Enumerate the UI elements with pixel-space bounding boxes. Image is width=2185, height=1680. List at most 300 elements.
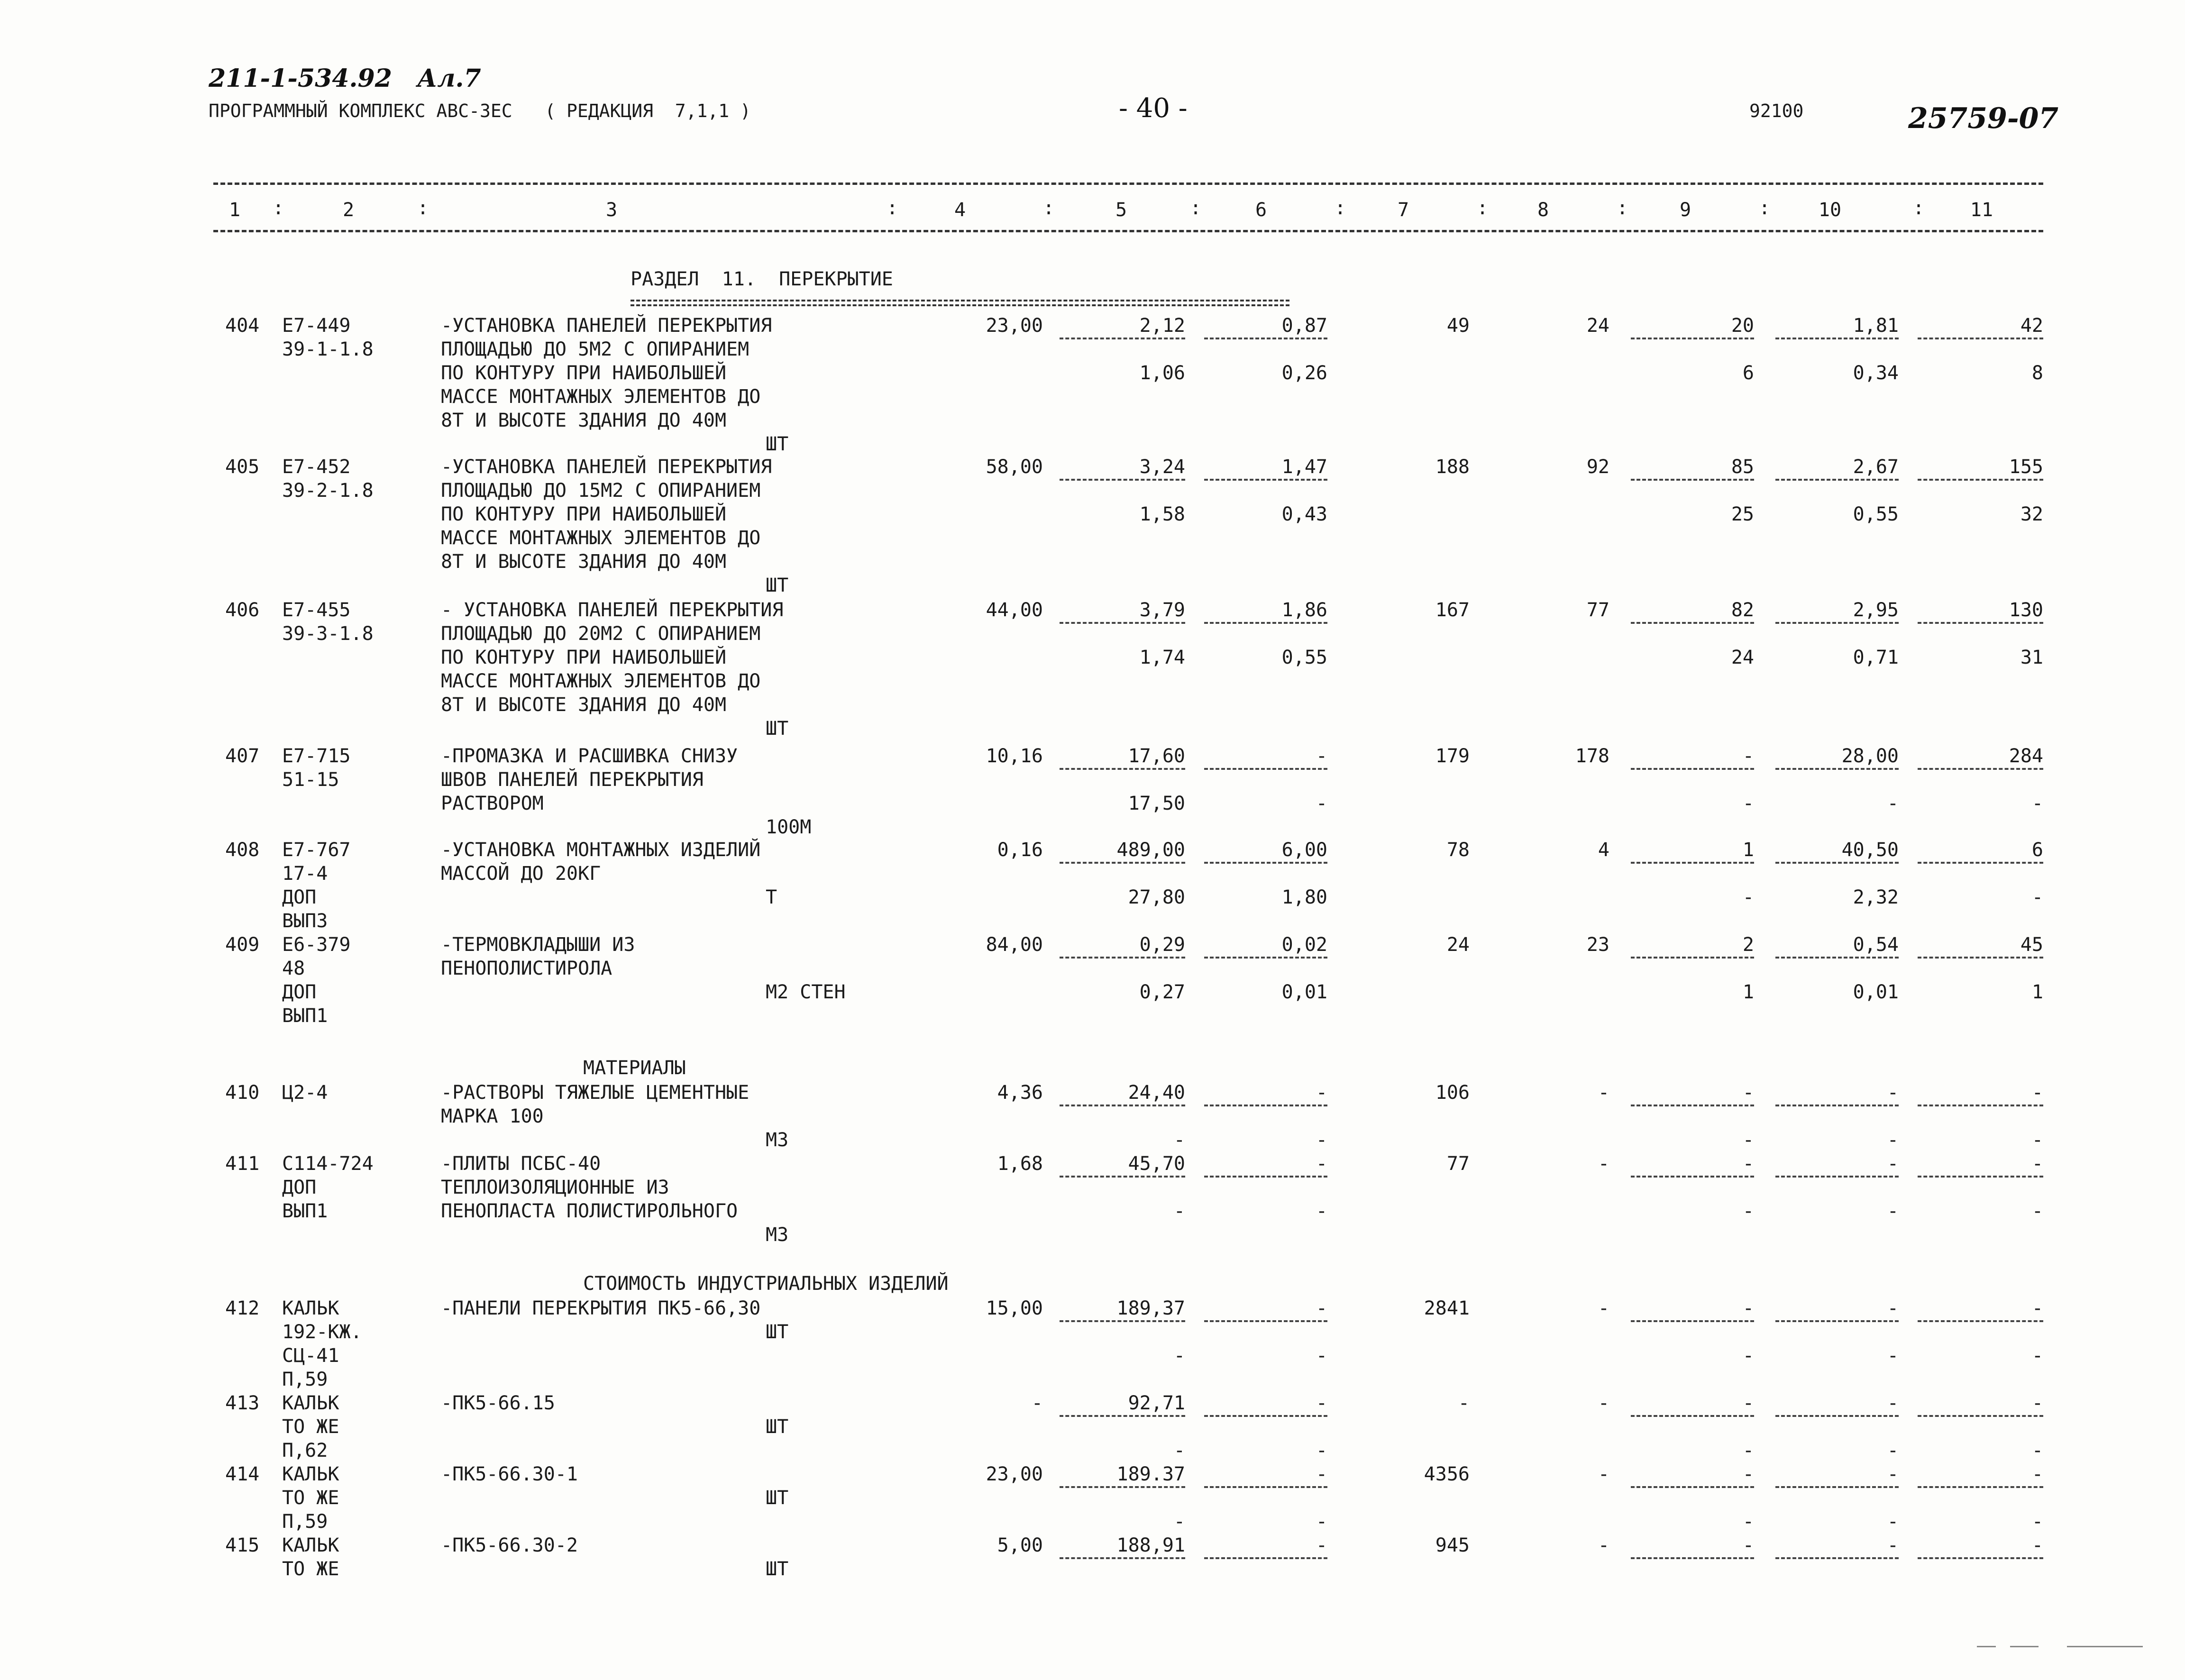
- value-c5: 188,91: [1116, 1534, 1185, 1556]
- row-number: 414: [225, 1463, 260, 1485]
- subvalue-c9: -: [1742, 1200, 1754, 1222]
- subtotal-underline: [1918, 768, 2043, 770]
- work-description: МАССЕ МОНТАЖНЫХ ЭЛЕМЕНТОВ ДО: [441, 527, 761, 549]
- subtotal-underline: [1204, 957, 1327, 959]
- subtotal-underline: [1204, 479, 1327, 481]
- value-c11: 284: [2009, 745, 2043, 767]
- subvalue-c9: -: [1742, 793, 1754, 814]
- subvalue-c6: 0,55: [1281, 647, 1327, 668]
- rate-code: ВЫП3: [282, 910, 328, 932]
- value-c6: -: [1316, 1534, 1327, 1556]
- subtotal-underline: [1918, 338, 2043, 339]
- section-title-industrial: СТОИМОСТЬ ИНДУСТРИАЛЬНЫХ ИЗДЕЛИЙ: [583, 1273, 949, 1295]
- value-c11: 42: [2020, 315, 2043, 337]
- work-description: РАСТВОРОМ: [441, 793, 544, 814]
- subvalue-c5: -: [1173, 1129, 1185, 1151]
- rate-code: П,59: [282, 1369, 328, 1390]
- rate-code: 51-15: [282, 769, 339, 791]
- subtotal-underline: [1775, 862, 1899, 864]
- value-c10: 2,95: [1853, 599, 1899, 621]
- work-description: МАССЕ МОНТАЖНЫХ ЭЛЕМЕНТОВ ДО: [441, 386, 761, 408]
- subtotal-underline: [1918, 1486, 2043, 1488]
- value-c8: 24: [1586, 315, 1609, 337]
- value-c6: 1,86: [1281, 599, 1327, 621]
- subtotal-underline: [1204, 1320, 1327, 1322]
- work-description: ПО КОНТУРУ ПРИ НАИБОЛЬШЕЙ: [441, 647, 727, 668]
- unit-of-measure: ШТ: [766, 575, 789, 596]
- subtotal-underline: [1918, 1557, 2043, 1559]
- value-c4: 23,00: [986, 1463, 1043, 1485]
- column-number: 10: [1818, 199, 1842, 221]
- subvalue-c5: 17,50: [1128, 793, 1185, 814]
- value-c5: 2,12: [1139, 315, 1185, 337]
- column-number: 4: [954, 199, 966, 221]
- subtotal-underline: [1060, 1486, 1185, 1488]
- value-c4: 4,36: [997, 1082, 1043, 1104]
- subvalue-c10: 0,34: [1853, 362, 1899, 384]
- subvalue-c11: -: [2031, 1440, 2043, 1461]
- value-c7: 24: [1446, 934, 1470, 956]
- subtotal-underline: [1631, 1557, 1754, 1559]
- value-c10: -: [1887, 1082, 1899, 1104]
- row-number: 410: [225, 1082, 260, 1104]
- row-number: 408: [225, 839, 260, 861]
- work-description: МАРКА 100: [441, 1105, 544, 1127]
- work-description: ПО КОНТУРУ ПРИ НАИБОЛЬШЕЙ: [441, 503, 727, 525]
- rate-code: ВЫП1: [282, 1005, 328, 1027]
- rate-code: П,59: [282, 1511, 328, 1533]
- column-separator: :: [1335, 197, 1346, 219]
- rate-code: 39-3-1.8: [282, 623, 374, 645]
- work-description: -ПЛИТЫ ПСБС-40: [441, 1153, 601, 1175]
- value-c8: 92: [1586, 456, 1609, 478]
- subvalue-c5: -: [1173, 1440, 1185, 1461]
- value-c5: 92,71: [1128, 1392, 1185, 1414]
- subtotal-underline: [1775, 1320, 1899, 1322]
- value-c6: 0,02: [1281, 934, 1327, 956]
- page-number: - 40 -: [1119, 93, 1188, 124]
- subvalue-c9: 1: [1742, 981, 1754, 1003]
- value-c10: -: [1887, 1534, 1899, 1556]
- row-number: 412: [225, 1297, 260, 1319]
- subtotal-underline: [1060, 1176, 1185, 1178]
- subvalue-c9: -: [1742, 1345, 1754, 1367]
- value-c5: 24,40: [1128, 1082, 1185, 1104]
- column-number: 11: [1970, 199, 1993, 221]
- value-c4: 1,68: [997, 1153, 1043, 1175]
- value-c6: 1,47: [1281, 456, 1327, 478]
- subtotal-underline: [1060, 862, 1185, 864]
- value-c7: 188: [1435, 456, 1470, 478]
- rate-code: П,62: [282, 1440, 328, 1461]
- subtotal-underline: [1631, 1320, 1754, 1322]
- value-c9: -: [1742, 1297, 1754, 1319]
- value-c9: -: [1742, 1392, 1754, 1414]
- subtotal-underline: [1631, 622, 1754, 624]
- subtotal-underline: [1775, 479, 1899, 481]
- rate-code: Е7-449: [282, 315, 351, 337]
- value-c9: -: [1742, 1153, 1754, 1175]
- subtotal-underline: [1060, 1105, 1185, 1106]
- subtotal-underline: [1918, 1176, 2043, 1178]
- work-description: -УСТАНОВКА ПАНЕЛЕЙ ПЕРЕКРЫТИЯ: [441, 456, 772, 478]
- value-c10: -: [1887, 1392, 1899, 1414]
- column-separator: :: [1617, 197, 1628, 219]
- value-c7: 106: [1435, 1082, 1470, 1104]
- rate-code: СЦ-41: [282, 1345, 339, 1367]
- column-separator: :: [1913, 197, 1925, 219]
- work-description: ПО КОНТУРУ ПРИ НАИБОЛЬШЕЙ: [441, 362, 727, 384]
- sheet-label: Ал.7: [417, 64, 481, 93]
- value-c4: 58,00: [986, 456, 1043, 478]
- subvalue-c9: 25: [1731, 503, 1754, 525]
- value-c10: -: [1887, 1153, 1899, 1175]
- value-c9: -: [1742, 1082, 1754, 1104]
- subtotal-underline: [1204, 1176, 1327, 1178]
- subtotal-underline: [1775, 1415, 1899, 1417]
- value-c8: 178: [1575, 745, 1609, 767]
- value-c7: 49: [1446, 315, 1470, 337]
- subvalue-c9: -: [1742, 886, 1754, 908]
- value-c10: 1,81: [1853, 315, 1899, 337]
- work-description: -РАСТВОРЫ ТЯЖЕЛЫЕ ЦЕМЕНТНЫЕ: [441, 1082, 750, 1104]
- subtotal-underline: [1060, 1557, 1185, 1559]
- section-title-materials: МАТЕРИАЛЫ: [583, 1057, 686, 1079]
- value-c6: 0,87: [1281, 315, 1327, 337]
- rate-code: КАЛЬК: [282, 1297, 339, 1319]
- rate-code: ДОП: [282, 981, 317, 1003]
- subtotal-underline: [1631, 957, 1754, 959]
- unit-of-measure: ШТ: [766, 433, 789, 455]
- value-c5: 3,79: [1139, 599, 1185, 621]
- rate-code: ВЫП1: [282, 1200, 328, 1222]
- work-description: -ПК5-66.30-1: [441, 1463, 578, 1485]
- column-number: 7: [1397, 199, 1409, 221]
- value-c11: -: [2031, 1392, 2043, 1414]
- unit-of-measure: ШТ: [766, 1416, 789, 1438]
- subvalue-c11: -: [2031, 886, 2043, 908]
- value-c9: 1: [1742, 839, 1754, 861]
- value-c11: 155: [2009, 456, 2043, 478]
- subvalue-c11: 1: [2031, 981, 2043, 1003]
- subtotal-underline: [1918, 1320, 2043, 1322]
- unit-of-measure: Т: [766, 886, 777, 908]
- work-description: - УСТАНОВКА ПАНЕЛЕЙ ПЕРЕКРЫТИЯ: [441, 599, 784, 621]
- subvalue-c10: 0,71: [1853, 647, 1899, 668]
- subvalue-c10: -: [1887, 1345, 1899, 1367]
- subtotal-underline: [1775, 622, 1899, 624]
- subvalue-c6: -: [1316, 1200, 1327, 1222]
- value-c11: -: [2031, 1082, 2043, 1104]
- subtotal-underline: [1204, 1557, 1327, 1559]
- value-c10: 0,54: [1853, 934, 1899, 956]
- subtotal-underline: [1775, 1176, 1899, 1178]
- value-c4: 84,00: [986, 934, 1043, 956]
- subvalue-c11: 8: [2031, 362, 2043, 384]
- subvalue-c6: -: [1316, 1440, 1327, 1461]
- subvalue-c9: 24: [1731, 647, 1754, 668]
- work-description: ПЛОЩАДЬЮ ДО 20М2 С ОПИРАНИЕМ: [441, 623, 761, 645]
- subvalue-c6: -: [1316, 1129, 1327, 1151]
- column-number: 1: [229, 199, 241, 221]
- subvalue-c11: -: [2031, 1345, 2043, 1367]
- column-number: 6: [1255, 199, 1267, 221]
- value-c9: 85: [1731, 456, 1754, 478]
- subtotal-underline: [1060, 957, 1185, 959]
- value-c10: -: [1887, 1463, 1899, 1485]
- column-number: 2: [342, 199, 355, 221]
- value-c8: -: [1598, 1463, 1609, 1485]
- value-c6: -: [1316, 1082, 1327, 1104]
- margin-mark: [2010, 1646, 2039, 1647]
- subvalue-c9: 6: [1742, 362, 1754, 384]
- subvalue-c6: 0,43: [1281, 503, 1327, 525]
- work-description: ШВОВ ПАНЕЛЕЙ ПЕРЕКРЫТИЯ: [441, 769, 704, 791]
- subvalue-c11: -: [2031, 1200, 2043, 1222]
- rate-code: КАЛЬК: [282, 1534, 339, 1556]
- subtotal-underline: [1631, 479, 1754, 481]
- value-c10: 40,50: [1841, 839, 1899, 861]
- value-c4: 44,00: [986, 599, 1043, 621]
- value-c9: -: [1742, 745, 1754, 767]
- subvalue-c10: -: [1887, 1200, 1899, 1222]
- rate-code: 39-2-1.8: [282, 480, 374, 502]
- subvalue-c11: 32: [2020, 503, 2043, 525]
- rate-code: Ц2-4: [282, 1082, 328, 1104]
- subtotal-underline: [1060, 622, 1185, 624]
- work-description: -УСТАНОВКА ПАНЕЛЕЙ ПЕРЕКРЫТИЯ: [441, 315, 772, 337]
- work-description: ПЛОЩАДЬЮ ДО 5М2 С ОПИРАНИЕМ: [441, 338, 750, 360]
- value-c11: 6: [2031, 839, 2043, 861]
- work-description: 8Т И ВЫСОТЕ ЗДАНИЯ ДО 40М: [441, 551, 727, 573]
- work-description: -УСТАНОВКА МОНТАЖНЫХ ИЗДЕЛИЙ: [441, 839, 761, 861]
- work-description: -ПК5-66.15: [441, 1392, 555, 1414]
- value-c6: 6,00: [1281, 839, 1327, 861]
- value-c7: 167: [1435, 599, 1470, 621]
- work-description: 8Т И ВЫСОТЕ ЗДАНИЯ ДО 40М: [441, 694, 727, 716]
- subvalue-c6: -: [1316, 1511, 1327, 1533]
- subtotal-underline: [1775, 338, 1899, 339]
- work-description: ТЕПЛОИЗОЛЯЦИОННЫЕ ИЗ: [441, 1177, 669, 1198]
- rate-code: Е7-767: [282, 839, 351, 861]
- subvalue-c5: 1,74: [1139, 647, 1185, 668]
- subtotal-underline: [1775, 768, 1899, 770]
- subtotal-underline: [1631, 768, 1754, 770]
- value-c6: -: [1316, 1463, 1327, 1485]
- column-separator: :: [1759, 197, 1771, 219]
- row-number: 415: [225, 1534, 260, 1556]
- column-separator: :: [1190, 197, 1202, 219]
- rate-code: 192-КЖ.: [282, 1321, 362, 1343]
- section-title-11: РАЗДЕЛ 11. ПЕРЕКРЫТИЕ: [631, 268, 893, 290]
- value-c6: -: [1316, 1392, 1327, 1414]
- subtotal-underline: [1204, 1415, 1327, 1417]
- subvalue-c5: 1,58: [1139, 503, 1185, 525]
- subtotal-underline: [1631, 1105, 1754, 1106]
- subtotal-underline: [1204, 1486, 1327, 1488]
- subtotal-underline: [1918, 479, 2043, 481]
- row-number: 409: [225, 934, 260, 956]
- rate-code: КАЛЬК: [282, 1392, 339, 1414]
- subtotal-underline: [1631, 862, 1754, 864]
- subvalue-c10: 0,55: [1853, 503, 1899, 525]
- work-description: 8Т И ВЫСОТЕ ЗДАНИЯ ДО 40М: [441, 410, 727, 431]
- program-title: ПРОГРАММНЫЙ КОМПЛЕКС АВС-3ЕС ( РЕДАКЦИЯ 7,1,1 ): [209, 100, 751, 121]
- subvalue-c5: -: [1173, 1511, 1185, 1533]
- value-c9: 2: [1742, 934, 1754, 956]
- value-c7: 4356: [1424, 1463, 1470, 1485]
- rate-code: 48: [282, 958, 305, 979]
- margin-mark: [1977, 1646, 1996, 1647]
- row-number: 406: [225, 599, 260, 621]
- rate-code: ДОП: [282, 1177, 317, 1198]
- value-c11: -: [2031, 1153, 2043, 1175]
- value-c9: -: [1742, 1463, 1754, 1485]
- subtotal-underline: [1631, 1415, 1754, 1417]
- column-number: 9: [1679, 199, 1691, 221]
- subvalue-c10: -: [1887, 1129, 1899, 1151]
- unit-of-measure: ШТ: [766, 1558, 789, 1580]
- subvalue-c6: 0,01: [1281, 981, 1327, 1003]
- subtotal-underline: [1775, 1557, 1899, 1559]
- subtotal-underline: [1060, 479, 1185, 481]
- rate-code: Е7-452: [282, 456, 351, 478]
- subvalue-c9: -: [1742, 1440, 1754, 1461]
- unit-of-measure: ШТ: [766, 1487, 789, 1509]
- subtotal-underline: [1060, 1415, 1185, 1417]
- row-number: 413: [225, 1392, 260, 1414]
- rate-code: Е6-379: [282, 934, 351, 956]
- value-c11: -: [2031, 1463, 2043, 1485]
- value-c7: -: [1458, 1392, 1470, 1414]
- header-bottom-line: [213, 230, 2043, 232]
- rate-code: КАЛЬК: [282, 1463, 339, 1485]
- subvalue-c10: 2,32: [1853, 886, 1899, 908]
- value-c4: 10,16: [986, 745, 1043, 767]
- value-c5: 0,29: [1139, 934, 1185, 956]
- work-description: -ПК5-66.30-2: [441, 1534, 578, 1556]
- doc-code: 211-1-534.92: [209, 64, 392, 93]
- value-c8: -: [1598, 1534, 1609, 1556]
- subvalue-c9: -: [1742, 1511, 1754, 1533]
- value-c7: 78: [1446, 839, 1470, 861]
- value-c10: 2,67: [1853, 456, 1899, 478]
- value-c8: -: [1598, 1082, 1609, 1104]
- value-c10: -: [1887, 1297, 1899, 1319]
- subtotal-underline: [1775, 1105, 1899, 1106]
- rate-code: 17-4: [282, 863, 328, 885]
- subvalue-c6: -: [1316, 1345, 1327, 1367]
- margin-mark: [2067, 1646, 2143, 1647]
- value-c6: -: [1316, 1153, 1327, 1175]
- value-c7: 77: [1446, 1153, 1470, 1175]
- subtotal-underline: [1918, 622, 2043, 624]
- rate-code: Е7-715: [282, 745, 351, 767]
- value-c8: 77: [1586, 599, 1609, 621]
- value-c4: -: [1031, 1392, 1043, 1414]
- column-number: 3: [605, 199, 618, 221]
- value-c4: 5,00: [997, 1534, 1043, 1556]
- value-c11: 130: [2009, 599, 2043, 621]
- value-c11: -: [2031, 1534, 2043, 1556]
- value-c4: 0,16: [997, 839, 1043, 861]
- subvalue-c10: -: [1887, 1440, 1899, 1461]
- column-separator: :: [417, 197, 429, 219]
- work-description: -ПРОМАЗКА И РАСШИВКА СНИЗУ: [441, 745, 738, 767]
- subvalue-c11: -: [2031, 793, 2043, 814]
- work-description: ПЛОЩАДЬЮ ДО 15М2 С ОПИРАНИЕМ: [441, 480, 761, 502]
- subvalue-c10: 0,01: [1853, 981, 1899, 1003]
- work-description: -ТЕРМОВКЛАДЫШИ ИЗ: [441, 934, 635, 956]
- rate-code: Е7-455: [282, 599, 351, 621]
- value-c4: 23,00: [986, 315, 1043, 337]
- value-c6: -: [1316, 745, 1327, 767]
- subtotal-underline: [1775, 1486, 1899, 1488]
- unit-of-measure: М2 СТЕН: [766, 981, 846, 1003]
- subtotal-underline: [1775, 957, 1899, 959]
- subvalue-c5: -: [1173, 1200, 1185, 1222]
- subvalue-c6: 0,26: [1281, 362, 1327, 384]
- subvalue-c11: 31: [2020, 647, 2043, 668]
- column-separator: :: [273, 197, 284, 219]
- section-underline-2: [631, 304, 1289, 306]
- subvalue-c6: 1,80: [1281, 886, 1327, 908]
- row-number: 404: [225, 315, 260, 337]
- program-code: 92100: [1749, 100, 1804, 121]
- rate-code: 39-1-1.8: [282, 338, 374, 360]
- row-number: 407: [225, 745, 260, 767]
- row-number: 405: [225, 456, 260, 478]
- value-c8: 23: [1586, 934, 1609, 956]
- work-description: ПЕНОПЛАСТА ПОЛИСТИРОЛЬНОГО: [441, 1200, 738, 1222]
- value-c5: 189,37: [1116, 1297, 1185, 1319]
- rate-code: С114-724: [282, 1153, 374, 1175]
- value-c7: 179: [1435, 745, 1470, 767]
- rate-code: ТО ЖЕ: [282, 1487, 339, 1509]
- subvalue-c10: -: [1887, 1511, 1899, 1533]
- header-top-line: [213, 183, 2043, 185]
- value-c11: 45: [2020, 934, 2043, 956]
- value-c11: -: [2031, 1297, 2043, 1319]
- value-c9: 20: [1731, 315, 1754, 337]
- subtotal-underline: [1918, 862, 2043, 864]
- work-description: ПЕНОПОЛИСТИРОЛА: [441, 958, 613, 979]
- value-c6: -: [1316, 1297, 1327, 1319]
- work-description: МАССОЙ ДО 20КГ: [441, 863, 601, 885]
- value-c7: 2841: [1424, 1297, 1470, 1319]
- value-c8: -: [1598, 1153, 1609, 1175]
- subtotal-underline: [1204, 338, 1327, 339]
- column-separator: :: [1477, 197, 1489, 219]
- subtotal-underline: [1204, 768, 1327, 770]
- value-c4: 15,00: [986, 1297, 1043, 1319]
- subvalue-c5: -: [1173, 1345, 1185, 1367]
- unit-of-measure: М3: [766, 1129, 789, 1151]
- rate-code: ТО ЖЕ: [282, 1416, 339, 1438]
- subvalue-c9: -: [1742, 1129, 1754, 1151]
- column-separator: :: [887, 197, 898, 219]
- subtotal-underline: [1631, 338, 1754, 339]
- subvalue-c6: -: [1316, 793, 1327, 814]
- value-c9: 82: [1731, 599, 1754, 621]
- subvalue-c11: -: [2031, 1511, 2043, 1533]
- value-c8: -: [1598, 1297, 1609, 1319]
- value-c5: 45,70: [1128, 1153, 1185, 1175]
- unit-of-measure: 100М: [766, 816, 812, 838]
- column-number: 5: [1115, 199, 1127, 221]
- value-c5: 189.37: [1116, 1463, 1185, 1485]
- value-c5: 3,24: [1139, 456, 1185, 478]
